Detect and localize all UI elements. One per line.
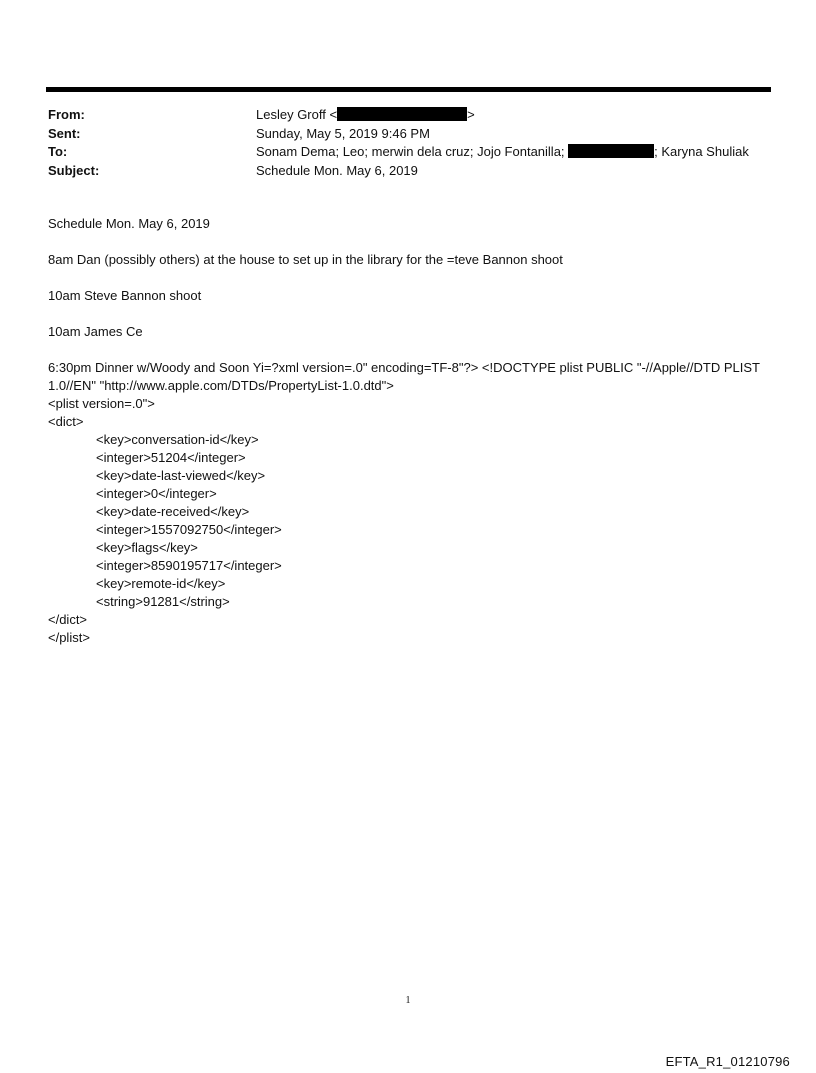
plist-line: <integer>1557092750</integer> [96, 522, 282, 537]
plist-line: <key>date-received</key> [96, 504, 250, 519]
from-name: Lesley Groff < [256, 107, 338, 122]
subject-value: Schedule Mon. May 6, 2019 [256, 162, 418, 178]
from-label: From: [48, 107, 85, 122]
plist-line: <key>date-last-viewed</key> [96, 468, 266, 483]
from-row [48, 106, 772, 125]
schedule-item-8am: 8am Dan (possibly others) at the house to set up in the library for the =teve Bannon shoot [48, 252, 563, 267]
schedule-item-630pm: 6:30pm Dinner w/Woody and Soon Yi=?xml version=.0" encoding=TF-8"?> <!DOCTYPE plist PUBLIC "-//Apple//DTD PLIST 1.0//EN" "http://www.apple.com/DTDs/PropertyList-1.0.dtd"> [48, 360, 764, 393]
redaction-box-recipient [568, 144, 654, 158]
sent-row [48, 125, 772, 144]
plist-line: <plist version=.0"> [48, 396, 155, 411]
plist-line: </plist> [48, 630, 90, 645]
schedule-item-10am-bannon: 10am Steve Bannon shoot [48, 288, 202, 303]
email-body [48, 215, 772, 647]
subject-label: Subject: [48, 162, 100, 178]
from-email-close: > [467, 107, 475, 122]
plist-line: <key>flags</key> [96, 540, 198, 555]
page-number: 1 [405, 995, 411, 1006]
schedule-item-10am-james: 10am James Ce [48, 324, 143, 339]
plist-line: <integer>0</integer> [96, 486, 217, 501]
redaction-box-email [337, 107, 467, 121]
header-divider-rule [46, 87, 771, 92]
to-value [256, 143, 749, 162]
sent-label: Sent: [48, 125, 81, 141]
plist-line: <key>conversation-id</key> [96, 432, 259, 447]
to-row [48, 143, 772, 162]
to-recipients: Sonam Dema; Leo; merwin dela cruz; Jojo Fontanilla; [256, 144, 569, 159]
to-label: To: [48, 144, 68, 159]
to-recipients-end: ; Karyna Shuliak [654, 144, 749, 159]
email-header [48, 106, 772, 180]
sent-value: Sunday, May 5, 2019 9:46 PM [256, 125, 430, 141]
from-value [256, 106, 475, 125]
plist-line: <integer>8590195717</integer> [96, 558, 282, 573]
subject-row [48, 162, 772, 181]
plist-line: <dict> [48, 414, 84, 429]
document-id: EFTA_R1_01210796 [665, 1054, 790, 1069]
plist-line: </dict> [48, 612, 88, 627]
plist-line: <integer>51204</integer> [96, 450, 246, 465]
plist-line: <key>remote-id</key> [96, 576, 226, 591]
plist-line: <string>91281</string> [96, 594, 230, 609]
plist-block [48, 395, 772, 647]
body-title: Schedule Mon. May 6, 2019 [48, 216, 210, 231]
